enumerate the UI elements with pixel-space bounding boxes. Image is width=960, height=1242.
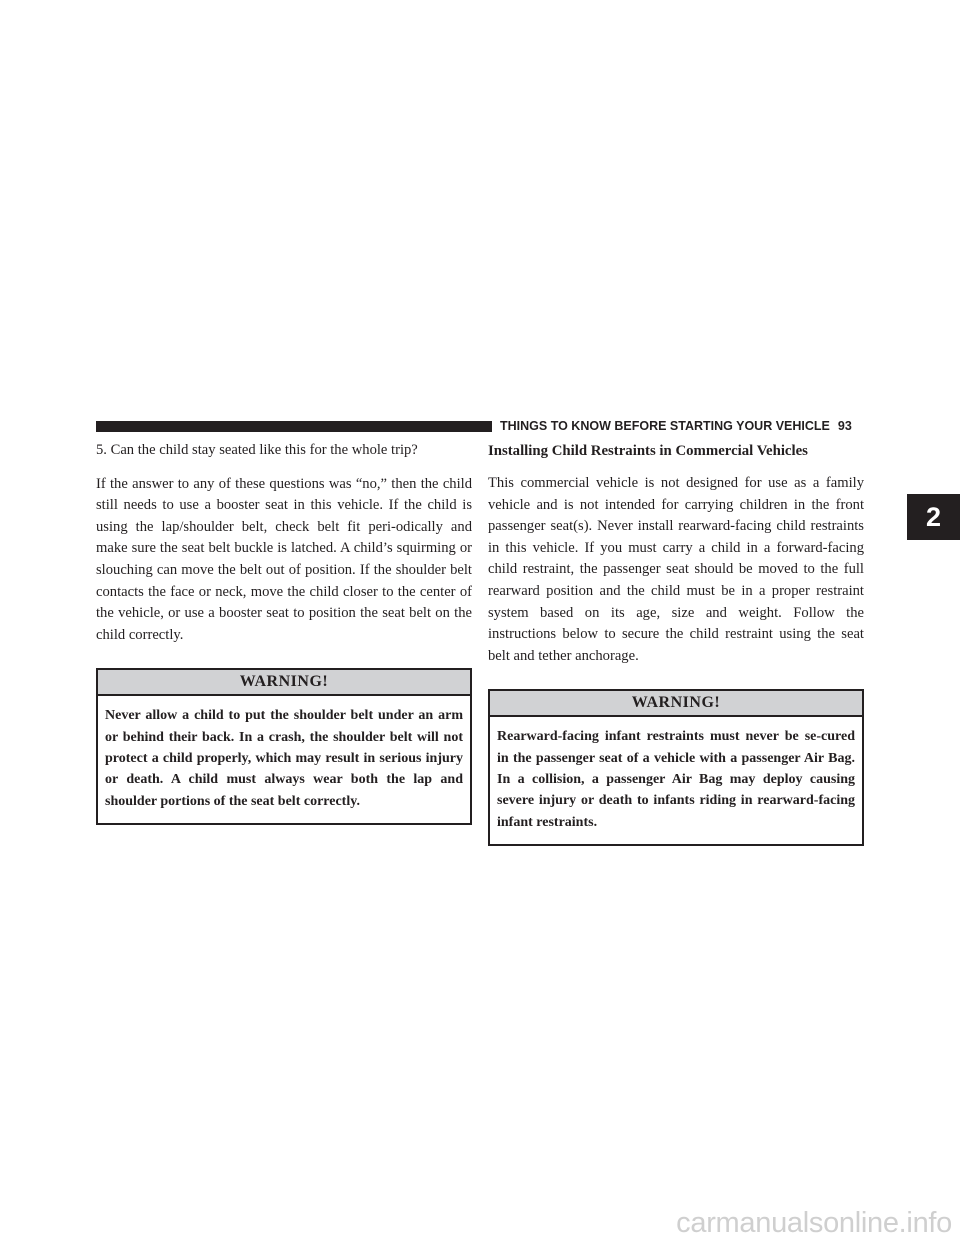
booster-seat-paragraph: If the answer to any of these questions was “no,” then the child still needs to use a booster seat in this vehicle. If the child is using the lap/shoulder belt, check belt fit peri-odically and make sure the seat belt buckle is latched. A child’s squirming or slouching can move the belt out of position. If the shoulder belt contacts the face or neck, move the child closer to the center of the vehicle, or use a booster seat to position the seat belt on the child correctly.: [96, 475, 472, 643]
left-column: [96, 440, 472, 825]
warning-box-air-bag: [488, 689, 864, 845]
page-number: 93: [837, 419, 852, 433]
watermark-link[interactable]: carmanualsonline.info: [676, 1207, 952, 1239]
right-column: [488, 440, 864, 846]
section-title: THINGS TO KNOW BEFORE STARTING YOUR VEHICLE: [500, 419, 830, 433]
question-5: 5. Can the child stay seated like this for the whole trip?: [96, 442, 418, 458]
chapter-tab: 2: [907, 494, 960, 540]
commercial-vehicle-paragraph: This commercial vehicle is not designed for use as a family vehicle and is not intended for carrying children in the front passenger seat(s). Never install rearward-facing child restraints in this vehicle. If you must carry a child in a forward-facing child restraint, the passenger seat should be moved to the full rearward position and the child must be in a proper restraint system based on its age, size and weight. Follow the instructions below to secure the child restraint using the seat belt and tether anchorage.: [488, 475, 864, 664]
warning-body: Never allow a child to put the shoulder belt under an arm or behind their back. In a crash, the shoulder belt will not protect a child properly, which may result in serious injury or death. A child must always wear both the lap and shoulder portions of the seat belt correctly.: [105, 708, 463, 809]
warning-box-shoulder-belt: [96, 668, 472, 824]
warning-title: WARNING!: [490, 691, 862, 717]
warning-body: Rearward-facing infant restraints must never be se-cured in the passenger seat of a vehicle with a passenger Air Bag. In a collision, a passenger Air Bag may deploy causing severe injury or death to infants riding in rearward-facing infant restraints.: [497, 729, 855, 830]
warning-title: WARNING!: [98, 670, 470, 696]
running-header: [500, 417, 864, 435]
section-heading: Installing Child Restraints in Commercial Vehicles: [488, 443, 808, 459]
header-rule: [96, 421, 492, 432]
